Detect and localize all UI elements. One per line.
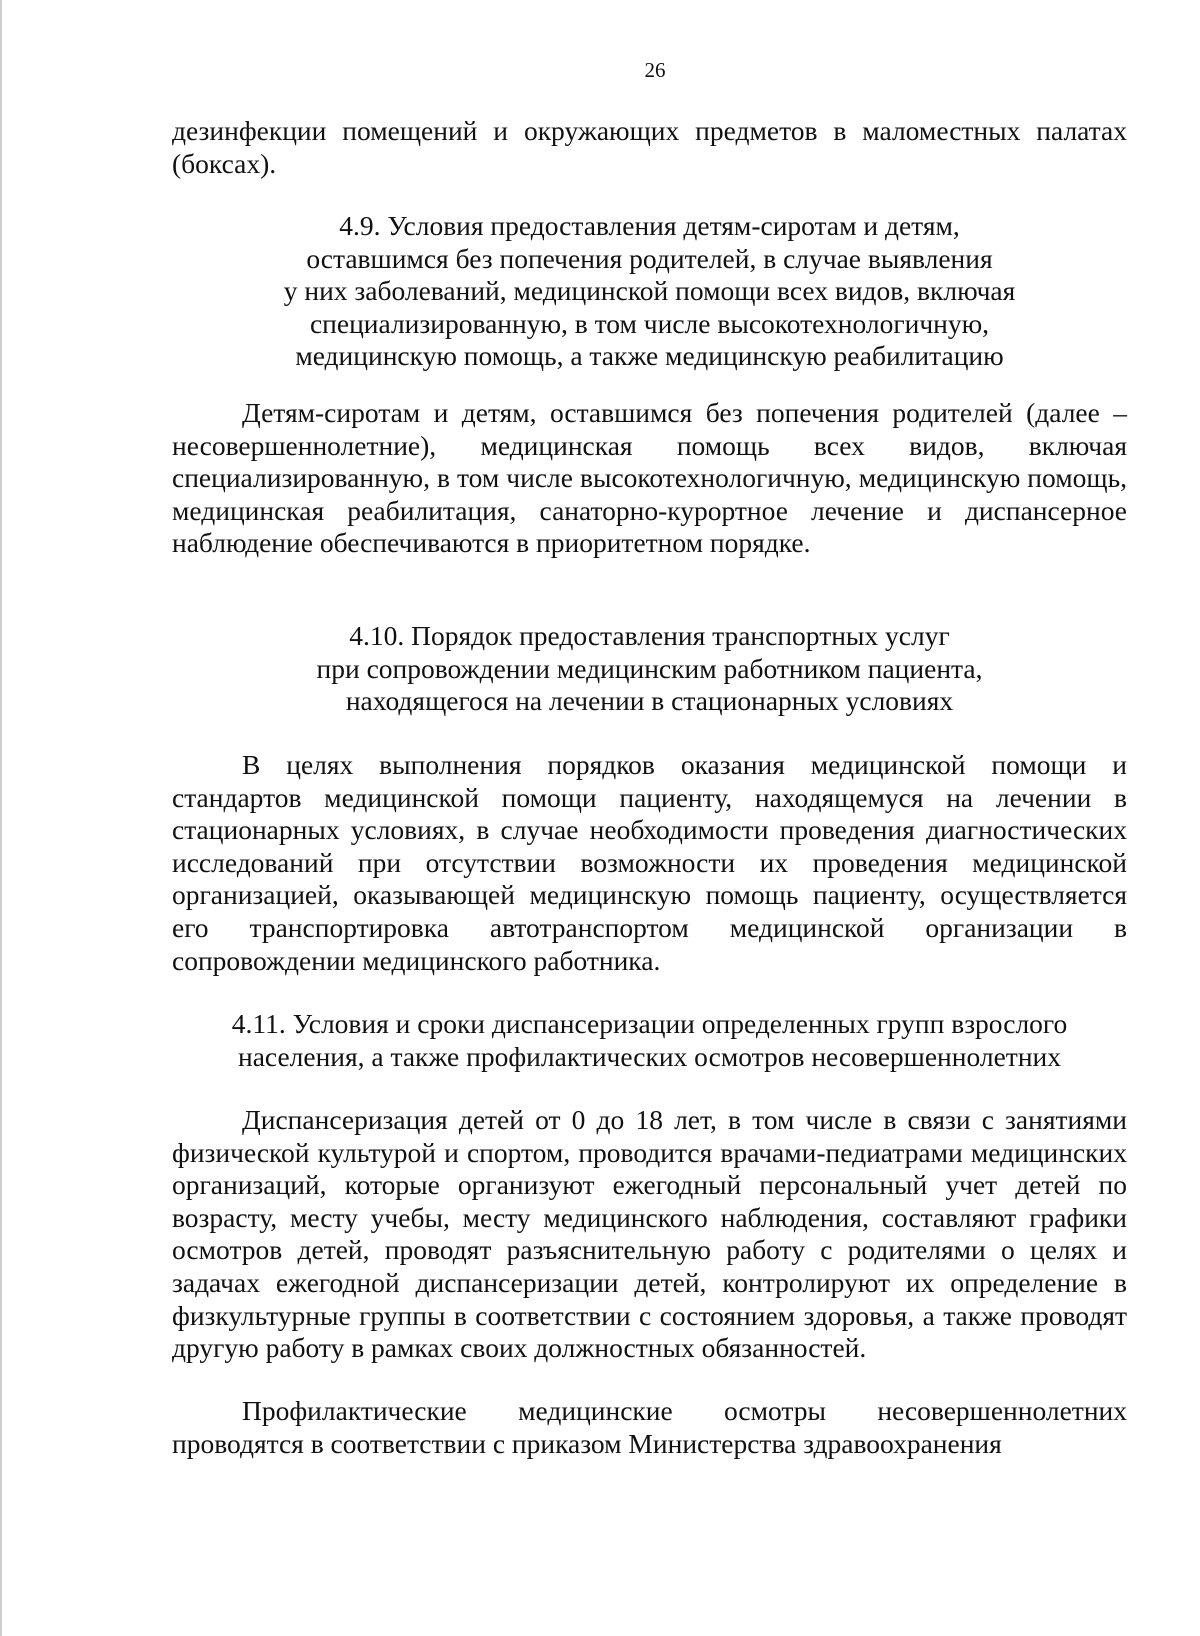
heading-section-4-9 xyxy=(172,210,1127,373)
heading-section-4-10 xyxy=(172,620,1127,718)
heading-line: 4.11. Условия и сроки диспансеризации определенных групп взрослого xyxy=(231,1008,1068,1039)
page-number: 26 xyxy=(644,58,666,82)
heading-line: населения, а также профилактических осмотров несовершеннолетних xyxy=(237,1040,1061,1072)
heading-line: при сопровождении медицинским работником пациента, xyxy=(316,652,983,684)
paragraph-intro: дезинфекции помещений и окружающих предметов в маломестных палатах (боксах). xyxy=(172,115,1127,179)
paragraph-section-4-9: Детям-сиротам и детям, оставшимся без попечения родителей (далее – несовершеннолетние), медицинская помощь всех видов, включая специализированную, в том числе высокотехнологичную, медицинскую помощь, медицинская реабилитация, санаторно-курортное лечение и диспансерное наблюдение обеспечиваются в приоритетном порядке. xyxy=(172,397,1127,559)
paragraph-section-4-11-a: Диспансеризация детей от 0 до 18 лет, в том числе в связи с занятиями физической культурой и спортом, проводится врачами-педиатрами медицинских организаций, которые организуют ежегодный персональный учет детей по возрасту, месту учебы, месту медицинского наблюдения, составляют графики осмотров детей, проводят разъяснительную работу с родителями о целях и задачах ежегодной диспансеризации детей, контролируют их определение в физкультурные группы в соответствии с состоянием здоровья, а также проводят другую работу в рамках своих должностных обязанностей. xyxy=(172,1104,1127,1364)
heading-line: специализированную, в том числе высокотехнологичную, xyxy=(309,307,990,339)
scan-edge xyxy=(0,0,2,1636)
heading-line: находящегося на лечении в стационарных условиях xyxy=(345,685,954,717)
paragraph-section-4-10: В целях выполнения порядков оказания медицинской помощи и стандартов медицинской помощи пациенту, находящемуся на лечении в стационарных условиях, в случае необходимости проведения диагностических исследований при отсутствии возможности их проведения медицинской организацией, оказывающей медицинскую помощь пациенту, осуществляется его транспортировка автотранспортом медицинской организации в сопровождении медицинского работника. xyxy=(172,749,1127,976)
heading-line: 4.9. Условия предоставления детям-сиротам и детям, xyxy=(339,210,960,241)
heading-line: оставшимся без попечения родителей, в случае выявления xyxy=(306,242,993,274)
heading-line: 4.10. Порядок предоставления транспортных услуг xyxy=(349,620,950,651)
paragraph-section-4-11-b: Профилактические медицинские осмотры несовершеннолетних проводятся в соответствии с приказом Министерства здравоохранения xyxy=(172,1395,1127,1459)
heading-line: у них заболеваний, медицинской помощи всех видов, включая xyxy=(283,275,1016,307)
heading-line: медицинскую помощь, а также медицинскую реабилитацию xyxy=(295,340,1004,372)
heading-section-4-11 xyxy=(172,1008,1127,1073)
